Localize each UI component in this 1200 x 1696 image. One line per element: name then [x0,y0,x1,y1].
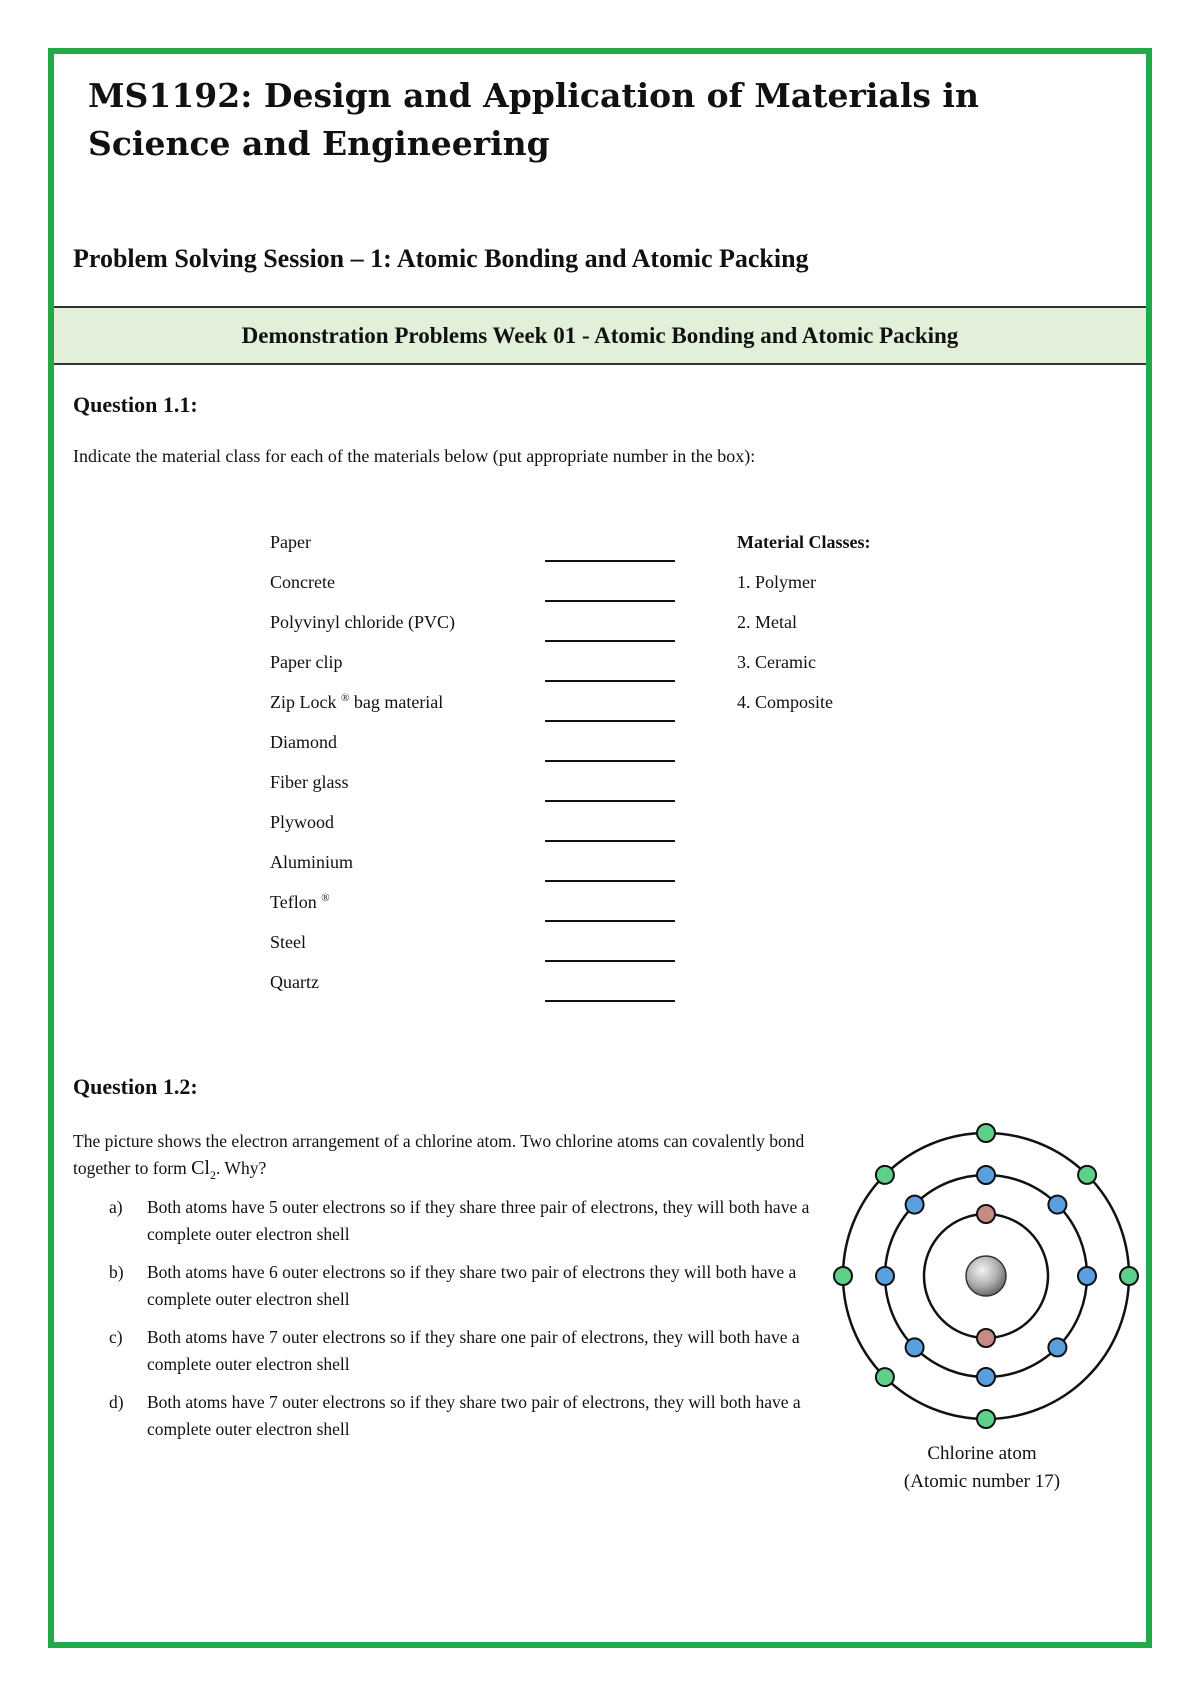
material-name: Plywood [270,812,335,832]
material-name: Steel [270,932,306,952]
material-name: Diamond [270,732,337,752]
electron-shell-1 [977,1205,995,1223]
answer-option-b[interactable] [73,1259,813,1313]
option-text: Both atoms have 6 outer electrons so if they share two pair of electrons they will both have a complete outer electron shell [147,1262,797,1309]
material-name: Polyvinyl chloride (PVC) [270,612,455,632]
question-1-2-text [73,1128,813,1189]
material-classes [737,530,1037,730]
electron-shell-3 [1120,1267,1138,1285]
question-1-1-heading: Question 1.1: [73,392,198,417]
material-name: Aluminium [270,852,354,872]
option-letter: d) [109,1392,124,1412]
electron-shell-3 [834,1267,852,1285]
question-1-1-instruction: Indicate the material class for each of the materials below (put appropriate number in the box): [73,446,756,466]
chlorine-atom-diagram [826,1116,1146,1436]
electron-shell-2 [1048,1338,1066,1356]
material-name: Paper [270,532,311,552]
answer-blank[interactable] [545,600,675,602]
electron-shell-3 [1078,1166,1096,1184]
answer-blank[interactable] [545,840,675,842]
material-row [270,610,690,650]
electron-shell-3 [977,1124,995,1142]
formula-symbol: Cl [191,1157,210,1179]
material-class-item: 4. Composite [737,692,834,712]
material-name: Teflon [270,892,317,912]
banner-bottom-rule [54,363,1146,365]
materials-list [270,530,690,1010]
page-title: MS1192: Design and Application of Materials in Science and Engineering [88,76,979,163]
electron-shell-2 [906,1196,924,1214]
question-text-end: . Why? [216,1158,267,1178]
electron-shell-2 [906,1338,924,1356]
material-row [270,730,690,770]
material-row [270,570,690,610]
electron-shell-2 [977,1166,995,1184]
electron-shell-3 [977,1410,995,1428]
material-name: Fiber glass [270,772,349,792]
electron-shell-2 [977,1368,995,1386]
material-row [270,530,690,570]
material-classes-heading: Material Classes: [737,532,871,552]
material-row [270,650,690,690]
question-1-2-heading: Question 1.2: [73,1074,198,1099]
material-name-group [270,892,330,913]
answer-options [73,1194,813,1454]
electron-shell-3 [876,1368,894,1386]
answer-option-a[interactable] [73,1194,813,1248]
formula-cl2 [191,1157,216,1182]
electron-shell-2 [1048,1196,1066,1214]
electron-shell-2 [1078,1267,1096,1285]
material-class-item: 1. Polymer [737,572,816,592]
option-letter: b) [109,1262,124,1282]
answer-option-c[interactable] [73,1324,813,1378]
material-row [270,690,690,730]
section-banner: Demonstration Problems Week 01 - Atomic Bonding and Atomic Packing [54,308,1146,363]
answer-blank[interactable] [545,880,675,882]
electron-shell-3 [876,1166,894,1184]
material-row [270,770,690,810]
answer-option-d[interactable] [73,1389,813,1443]
option-text: Both atoms have 5 outer electrons so if they share three pair of electrons, they will both have a complete outer electron shell [147,1197,810,1244]
material-row [270,890,690,930]
nucleus [966,1256,1006,1296]
caption-line-2: (Atomic number 17) [903,1471,1061,1492]
material-name: Concrete [270,572,335,592]
option-text: Both atoms have 7 outer electrons so if they share one pair of electrons, they will both have a complete outer electron shell [147,1327,800,1374]
question-text-start: The picture shows the electron arrangement of a chlorine atom. Two chlorine atoms can covalently bond together to form [73,1131,805,1178]
caption-line-1: Chlorine atom [927,1443,1037,1464]
material-row [270,850,690,890]
answer-blank[interactable] [545,760,675,762]
material-name: Quartz [270,972,319,992]
electron-shell-2 [876,1267,894,1285]
session-subtitle: Problem Solving Session – 1: Atomic Bonding and Atomic Packing [73,244,809,273]
answer-blank[interactable] [545,960,675,962]
registered-mark: ® [321,892,330,904]
answer-blank[interactable] [545,680,675,682]
material-class-item: 3. Ceramic [737,652,816,672]
answer-blank[interactable] [545,560,675,562]
material-row [270,970,690,1010]
material-name-group [270,692,443,713]
option-letter: a) [109,1197,123,1217]
formula-subscript: 2 [210,1168,216,1182]
material-name: Paper clip [270,652,343,672]
answer-blank[interactable] [545,800,675,802]
option-text: Both atoms have 7 outer electrons so if they share two pair of electrons, they will both have a complete outer electron shell [147,1392,801,1439]
material-name: Zip Lock [270,692,337,712]
material-class-item: 2. Metal [737,612,797,632]
figure-caption [862,1440,1102,1496]
material-name-suffix: bag material [349,692,444,712]
option-letter: c) [109,1327,123,1347]
answer-blank[interactable] [545,720,675,722]
answer-blank[interactable] [545,920,675,922]
material-row [270,930,690,970]
answer-blank[interactable] [545,1000,675,1002]
answer-blank[interactable] [545,640,675,642]
electron-shell-1 [977,1329,995,1347]
registered-mark: ® [340,692,350,704]
material-row [270,810,690,850]
